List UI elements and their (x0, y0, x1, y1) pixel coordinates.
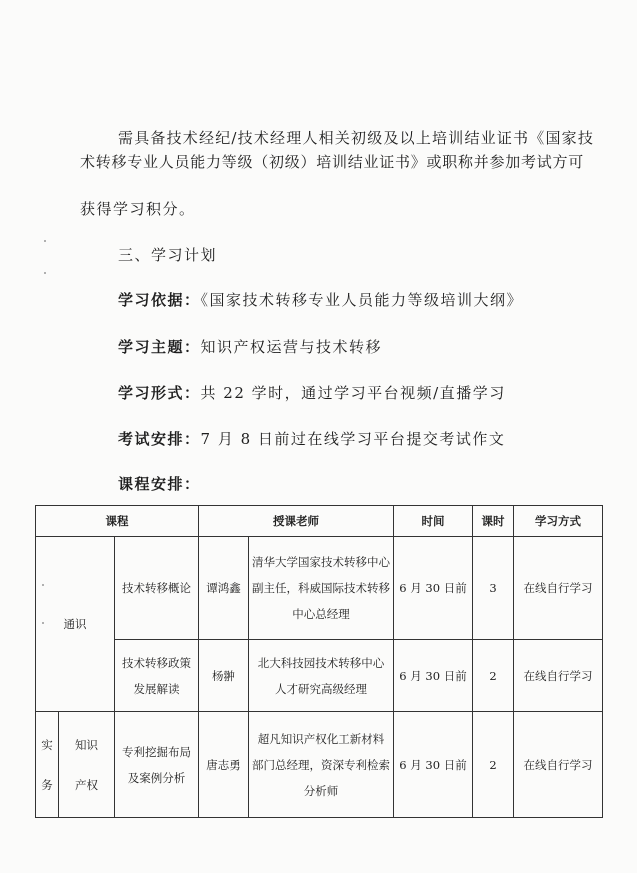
teacher-info-line: 人才研究高级经理 (275, 681, 367, 696)
hours-cell: 2 (473, 712, 514, 818)
teacher-info (249, 712, 394, 818)
teacher-name: 杨翀 (199, 640, 249, 712)
header-mode: 学习方式 (514, 506, 603, 537)
mode-cell: 在线自行学习 (514, 640, 603, 712)
table-header-row (36, 506, 603, 537)
exam-arrangement (118, 429, 505, 449)
study-basis-label: 学习依据： (118, 291, 201, 309)
header-course: 课程 (36, 506, 199, 537)
study-topic-value: 知识产权运营与技术转移 (200, 338, 383, 356)
course-cell (115, 712, 199, 818)
teacher-name: 谭鸿鑫 (199, 537, 249, 640)
subcategory-label: 知识 (75, 737, 98, 752)
subcategory-cell (59, 712, 115, 818)
paragraph-line-1: 需具备技术经纪/技术经理人相关初级及以上培训结业证书《国家技 (118, 129, 595, 147)
category-cell (36, 537, 115, 712)
teacher-name: 唐志勇 (199, 712, 249, 818)
study-topic-label: 学习主题： (118, 338, 201, 356)
paragraph-line-2: 术转移专业人员能力等级（初级）培训结业证书》或职称并参加考试方可 (80, 153, 585, 171)
teacher-info-line: 分析师 (303, 783, 339, 798)
time-cell: 6 月 30 日前 (394, 640, 473, 712)
header-time: 时间 (394, 506, 473, 537)
category-label: 务 (41, 777, 53, 792)
course-schedule-table (35, 505, 603, 818)
course-name: 技术转移概论 (122, 581, 191, 595)
course-name: 及案例分析 (127, 770, 186, 785)
study-basis-value: 《国家技术转移专业人员能力等级培训大纲》 (200, 291, 524, 309)
course-name: 技术转移政策 (122, 655, 191, 670)
study-topic (118, 337, 382, 357)
teacher-info (249, 640, 394, 712)
schedule-label: 课程安排： (118, 475, 201, 493)
course-cell (115, 640, 199, 712)
category-cell (36, 712, 59, 818)
exam-arrangement-label: 考试安排： (118, 430, 201, 448)
study-format-label: 学习形式： (118, 384, 201, 402)
teacher-info (249, 537, 394, 640)
paragraph-line-3: 获得学习积分。 (80, 200, 196, 218)
study-format-value: 共 22 学时，通过学习平台视频/直播学习 (200, 384, 506, 402)
section-title: 三、学习计划 (118, 246, 218, 264)
course-cell (115, 537, 199, 640)
subcategory-label: 产权 (75, 777, 98, 792)
hours-cell: 3 (473, 537, 514, 640)
scan-dot (44, 240, 46, 242)
table-row (36, 712, 603, 818)
scan-dot (44, 272, 46, 274)
mode-cell: 在线自行学习 (514, 537, 603, 640)
teacher-info-line: 中心总经理 (292, 607, 350, 621)
exam-arrangement-value: 7 月 8 日前过在线学习平台提交考试作文 (200, 430, 506, 448)
teacher-info-line: 北大科技园技术转移中心 (257, 655, 385, 670)
category-label: 实 (41, 737, 53, 752)
header-hours: 课时 (473, 506, 514, 537)
teacher-info-line: 部门总经理，资深专利检索 (252, 757, 390, 772)
header-teacher: 授课老师 (199, 506, 394, 537)
time-cell: 6 月 30 日前 (394, 537, 473, 640)
teacher-info-line: 清华大学国家技术转移中心 (252, 555, 390, 569)
time-cell: 6 月 30 日前 (394, 712, 473, 818)
study-basis (118, 290, 523, 310)
course-name: 发展解读 (133, 681, 180, 696)
course-name: 专利挖掘布局 (122, 744, 191, 759)
teacher-info-line: 超凡知识产权化工新材料 (257, 731, 385, 746)
table-row (36, 537, 603, 640)
study-format (118, 383, 506, 403)
hours-cell: 2 (473, 640, 514, 712)
mode-cell: 在线自行学习 (514, 712, 603, 818)
teacher-info-line: 副主任，科威国际技术转移 (252, 581, 390, 595)
table-row (36, 640, 603, 712)
category-label: 通识 (63, 617, 87, 631)
